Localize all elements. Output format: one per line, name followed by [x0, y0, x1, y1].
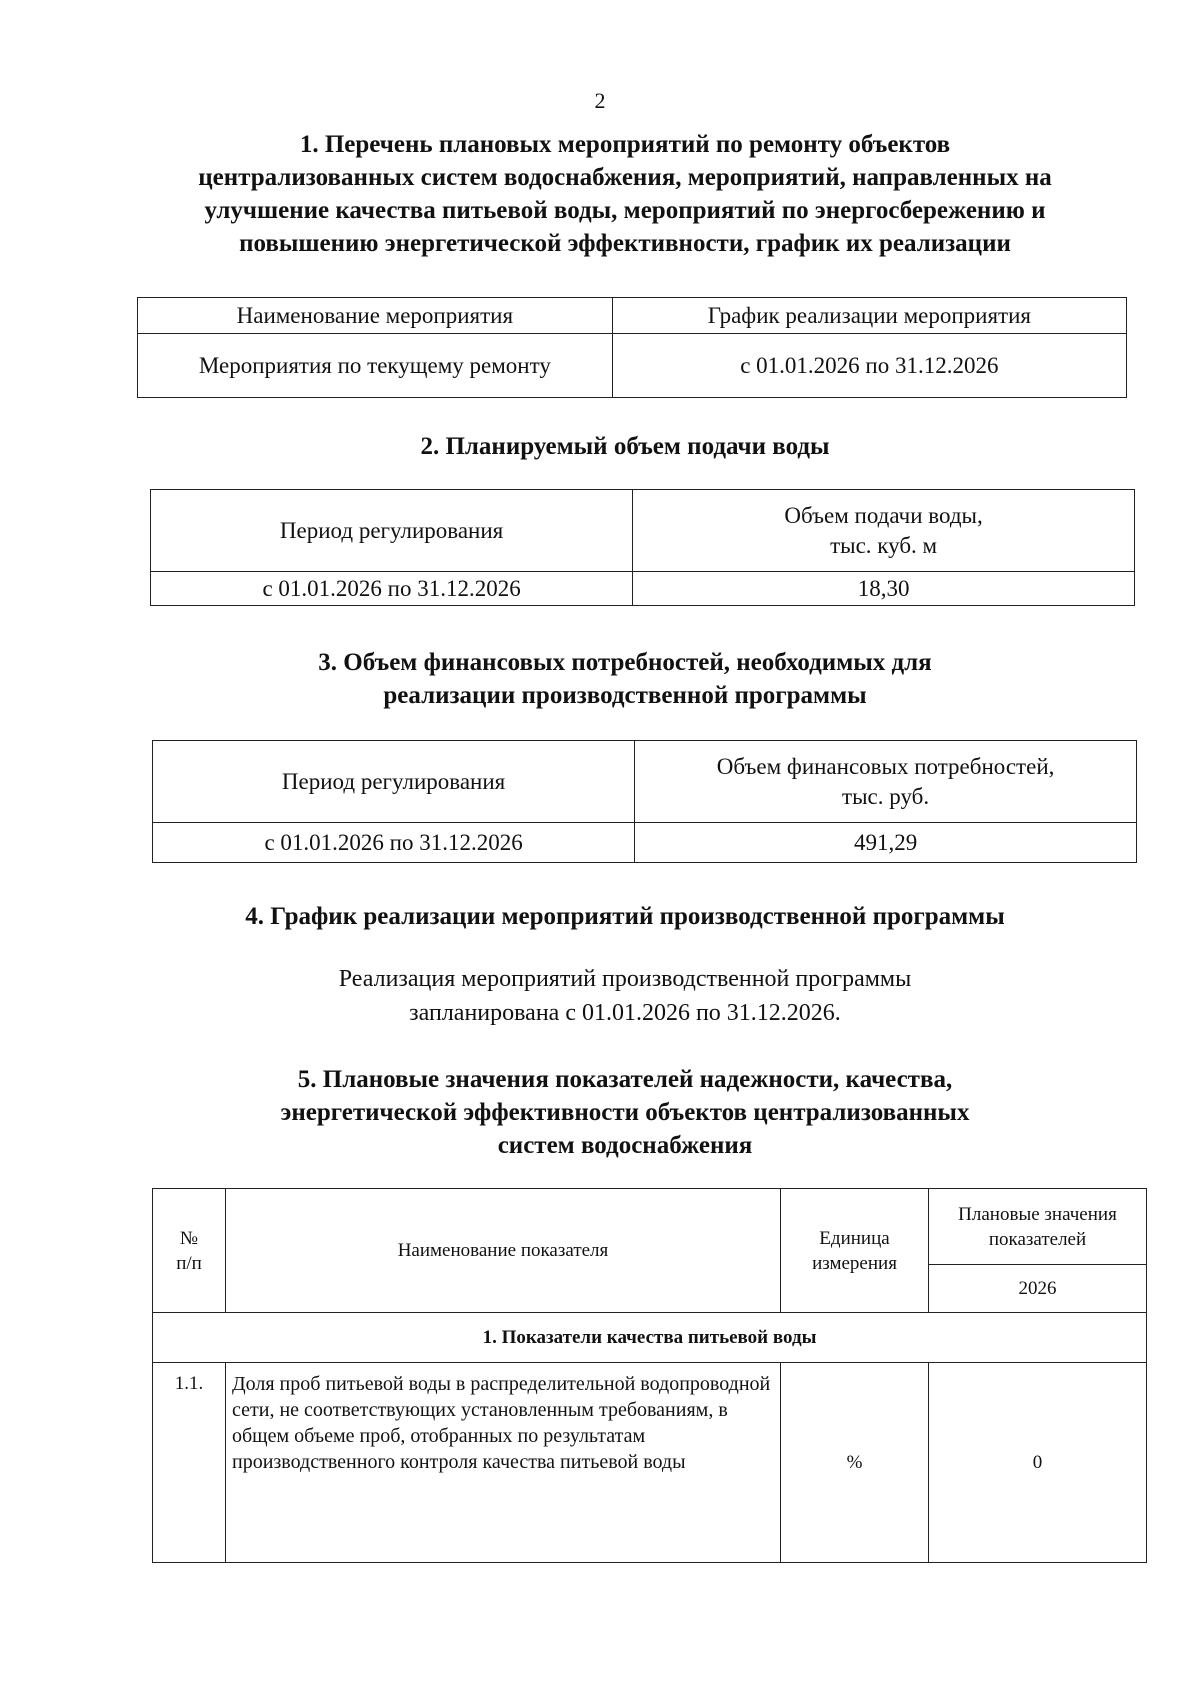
section1-cell-name: Мероприятия по текущему ремонту — [138, 334, 613, 398]
section2-table — [150, 489, 1135, 606]
section1-title — [130, 128, 1120, 260]
section5-title-line: энергетической эффективности объектов централизованных — [280, 1099, 970, 1126]
section5-header-name: Наименование показателя — [226, 1189, 781, 1313]
section2-title: 2. Планируемый объем подачи воды — [420, 433, 830, 460]
section2-header-volume-line2: тыс. куб. м — [830, 532, 938, 558]
section5-header-unit — [781, 1189, 929, 1313]
section3-header-finance-line2: тыс. руб. — [842, 783, 930, 809]
section3-header-period: Период регулирования — [153, 741, 635, 823]
section3-title — [130, 646, 1120, 712]
section1-header-name: Наименование мероприятия — [138, 298, 613, 334]
section5-header-num-line2: п/п — [176, 1252, 202, 1274]
section1-title-line: повышению энергетической эффективности, график их реализации — [239, 230, 1011, 257]
section1-header-schedule: График реализации мероприятия — [612, 298, 1126, 334]
section1-title-line: 1. Перечень плановых мероприятий по ремонту объектов — [299, 131, 951, 158]
section2-header-volume — [633, 490, 1135, 572]
section2-header-volume-line1: Объем подачи воды, — [784, 502, 983, 528]
page-number: 2 — [594, 88, 606, 113]
section5-row-name: Доля проб питьевой воды в распределительной водопроводной сети, не соответствующих установленным требованиям, в общем объеме проб, отобранных по результатам производственного контроля качества питьевой воды — [226, 1363, 781, 1563]
section5-header-year: 2026 — [929, 1265, 1147, 1313]
section4-text-line: Реализация мероприятий производственной программы — [338, 966, 912, 992]
section5-row-unit: % — [781, 1363, 929, 1563]
table-row — [153, 1363, 1147, 1563]
section4-text-line: запланирована с 01.01.2026 по 31.12.2026. — [409, 1000, 841, 1026]
section3-table — [152, 740, 1137, 863]
section5-title-line: 5. Плановые значения показателей надежности, качества, — [297, 1066, 953, 1093]
section5-row-num: 1.1. — [153, 1363, 226, 1563]
section5-header-unit-line1: Единица — [819, 1227, 890, 1249]
section2-cell-volume: 18,30 — [633, 572, 1135, 606]
section5-header-num — [153, 1189, 226, 1313]
section1-table — [137, 297, 1127, 398]
section5-table — [152, 1188, 1147, 1563]
section3-title-line: 3. Объем финансовых потребностей, необходимых для — [318, 649, 932, 676]
section3-cell-period: с 01.01.2026 по 31.12.2026 — [153, 823, 635, 863]
section3-header-finance-line1: Объем финансовых потребностей, — [716, 753, 1055, 779]
section1-title-line: централизованных систем водоснабжения, мероприятий, направленных на — [198, 164, 1052, 191]
section5-title-line: систем водоснабжения — [497, 1132, 753, 1159]
section4-text — [130, 962, 1120, 1030]
section5-header-plan: Плановые значения показателей — [929, 1189, 1147, 1265]
section3-title-line: реализации производственной программы — [383, 682, 867, 709]
section1-cell-schedule: с 01.01.2026 по 31.12.2026 — [612, 334, 1126, 398]
section2-cell-period: с 01.01.2026 по 31.12.2026 — [151, 572, 633, 606]
section5-title — [130, 1063, 1120, 1162]
section3-cell-finance: 491,29 — [635, 823, 1137, 863]
section5-group-row: 1. Показатели качества питьевой воды — [153, 1313, 1147, 1363]
section1-title-line: улучшение качества питьевой воды, мероприятий по энергосбережению и — [204, 197, 1046, 224]
section5-header-num-line1: № — [179, 1227, 199, 1249]
section5-row-value: 0 — [929, 1363, 1147, 1563]
section3-header-finance — [635, 741, 1137, 823]
section4-title: 4. График реализации мероприятий производственной программы — [245, 903, 1005, 930]
section2-header-period: Период регулирования — [151, 490, 633, 572]
section5-header-unit-line2: измерения — [812, 1252, 897, 1274]
